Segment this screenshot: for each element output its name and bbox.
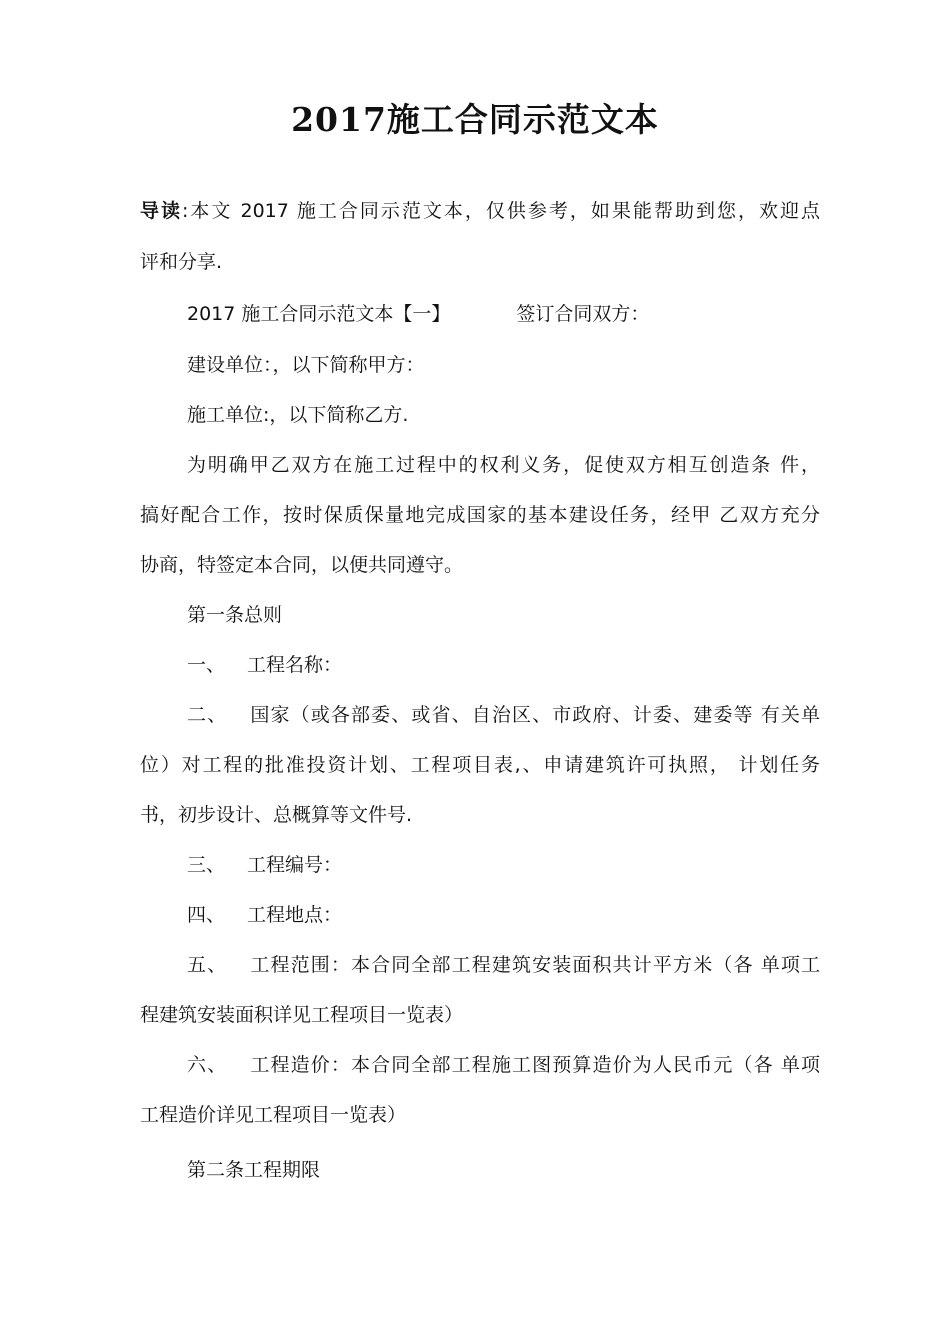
intro-label: 导读	[140, 200, 183, 222]
item-number: 五、	[187, 954, 228, 976]
item-6-line-1	[187, 1052, 820, 1078]
item-text: 国家（或各部委、或省、自治区、市政府、计委、建委等 有关单	[249, 704, 820, 726]
purpose-line-3: 协商，特签定本合同，以便共同遵守。	[140, 554, 464, 576]
intro-text-1: :本文 2017 施工合同示范文本，仅供参考，如果能帮助到您，欢迎点	[182, 200, 820, 222]
item-1	[187, 652, 342, 678]
section-heading-line	[187, 301, 649, 327]
item-text: 工程地点：	[247, 904, 343, 926]
item-number: 六、	[187, 1054, 228, 1076]
party-b: 施工单位:，以下简称乙方.	[187, 404, 409, 426]
section-heading: 2017 施工合同示范文本【一】	[187, 303, 451, 325]
article-2-heading: 第二条工程期限	[187, 1159, 321, 1181]
article-1-heading: 第一条总则	[187, 604, 283, 626]
item-text: 工程名称：	[247, 654, 343, 676]
intro-line-2: 评和分享.	[140, 251, 223, 273]
item-number: 一、	[187, 654, 226, 676]
item-text: 工程范围：本合同全部工程建筑安装面积共计平方米（各 单项工	[249, 954, 820, 976]
item-number: 二、	[187, 704, 228, 726]
item-2-line-1	[187, 702, 820, 728]
purpose-line-1: 为明确甲乙双方在施工过程中的权利义务，促使双方相互创造条 件，	[187, 454, 820, 476]
intro-line-1	[140, 198, 820, 224]
purpose-line-2: 搞好配合工作，按时保质保量地完成国家的基本建设任务，经甲 乙双方充分	[140, 504, 820, 526]
document-title: 2017施工合同示范文本	[291, 100, 659, 139]
parties-label: 签订合同双方：	[516, 303, 650, 325]
item-4	[187, 902, 342, 928]
item-text: 工程造价：本合同全部工程施工图预算造价为人民币元（各 单项	[249, 1054, 820, 1076]
item-text: 工程编号：	[247, 854, 343, 876]
item-2-line-2: 位）对工程的批准投资计划、工程项目表,、申请建筑许可执照， 计划任务	[140, 754, 820, 776]
item-2-line-3: 书，初步设计、总概算等文件号.	[140, 804, 413, 826]
item-number: 四、	[187, 904, 226, 926]
item-number: 三、	[187, 854, 226, 876]
item-5-line-1	[187, 952, 820, 978]
item-6-line-2: 工程造价详见工程项目一览表）	[140, 1104, 407, 1126]
item-3	[187, 852, 342, 878]
item-5-line-2: 程建筑安装面积详见工程项目一览表）	[140, 1004, 464, 1026]
party-a: 建设单位：，以下简称甲方：	[187, 354, 425, 376]
